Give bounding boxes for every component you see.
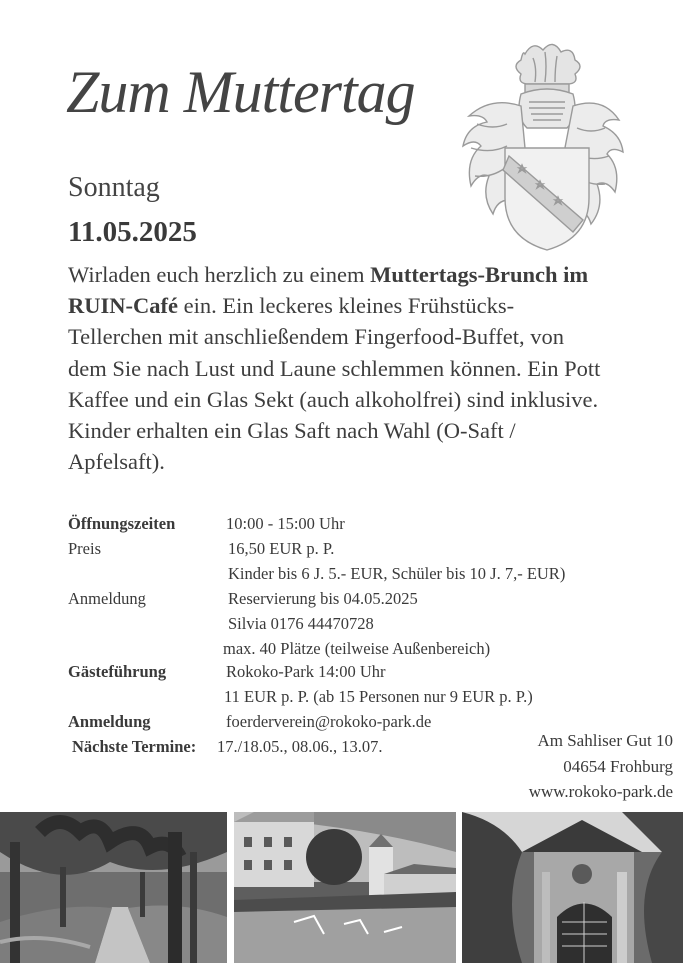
registration-label: Anmeldung xyxy=(68,589,146,608)
coat-of-arms-icon xyxy=(455,36,625,252)
registration-contact: Silvia 0176 44470728 xyxy=(228,614,374,633)
price-label: Preis xyxy=(68,539,101,558)
event-date: 11.05.2025 xyxy=(68,216,197,248)
pavilion-photo xyxy=(462,812,683,963)
price-value: 16,50 EUR p. P. xyxy=(228,539,335,558)
price-kids: Kinder bis 6 J. 5.- EUR, Schüler bis 10 J. 7,- EUR) xyxy=(228,564,566,583)
tour-label: Gästeführung xyxy=(68,662,167,681)
next-dates-label: Nächste Termine: xyxy=(72,737,197,756)
opening-label: Öffnungszeiten xyxy=(68,514,176,533)
address-block xyxy=(529,728,673,805)
signup-label: Anmeldung xyxy=(68,712,151,731)
park-path-photo xyxy=(0,812,227,963)
signup-email-link[interactable]: foerderverein@rokoko-park.de xyxy=(226,712,432,731)
address-city: 04654 Frohburg xyxy=(563,756,673,776)
intro-highlight: Muttertags-Brunch im RUIN-Café xyxy=(68,262,589,319)
event-day: Sonntag xyxy=(68,172,160,203)
registration-value: Reservierung bis 04.05.2025 xyxy=(228,589,418,608)
opening-value: 10:00 - 15:00 Uhr xyxy=(226,514,345,533)
address-street: Am Sahliser Gut 10 xyxy=(537,731,673,750)
intro-text-1: Wirladen euch herzlich zu einem xyxy=(68,262,371,287)
intro-paragraph xyxy=(68,259,608,477)
intro-text-2: ein. Ein leckeres kleines Frühstücks-Tellerchen mit anschließendem Fingerfood-Buffet, von dem Sie nach Lust und Laune schlemmen können. Ein Pott Kaffee und ein Glas Sekt (auch alkoholfrei) sind inklusive. Kinder erhalten ein Glas Saft nach Wahl (O-Saft / Apfelsaft). xyxy=(68,293,601,475)
page-title: Zum Muttertag xyxy=(66,59,415,125)
next-dates-value: 17./18.05., 08.06., 13.07. xyxy=(217,737,383,756)
tour-value: Rokoko-Park 14:00 Uhr xyxy=(226,662,386,681)
castle-photo xyxy=(234,812,456,963)
website-link[interactable]: www.rokoko-park.de xyxy=(528,782,673,801)
photo-strip xyxy=(0,812,683,963)
tour-price: 11 EUR p. P. (ab 15 Personen nur 9 EUR p. P.) xyxy=(224,687,533,706)
registration-seats: max. 40 Plätze (teilweise Außenbereich) xyxy=(223,639,491,658)
